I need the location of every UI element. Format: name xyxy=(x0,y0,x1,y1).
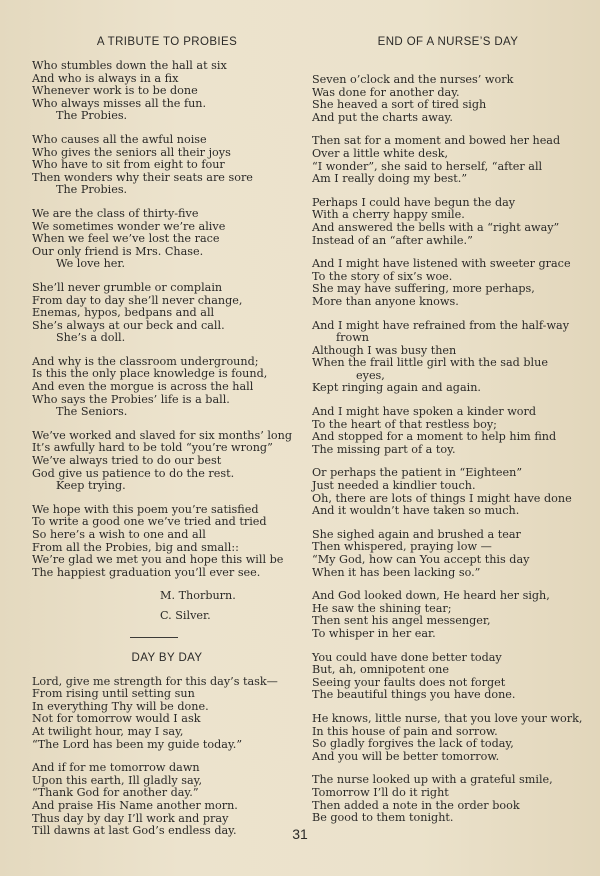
poem-line: “My God, how can You accept this day xyxy=(312,553,530,566)
right-column xyxy=(312,36,584,836)
poem-line: And answered the bells with a “right away” xyxy=(312,220,560,234)
poem-line: At twilight hour, may I say, xyxy=(32,724,184,738)
poem-line: Not for tomorrow would I ask xyxy=(32,712,201,726)
poem-line: She heaved a sort of tired sigh xyxy=(312,98,487,112)
poem-line: Then added a note in the order book xyxy=(312,798,520,812)
nurses-day-stanza xyxy=(312,774,584,824)
poem-line: And I might have listened with sweeter grace xyxy=(312,257,571,271)
poem-line: Kept ringing again and again. xyxy=(312,381,481,395)
poem-line: He knows, little nurse, that you love your work, xyxy=(312,711,583,725)
poem-line: He saw the shining tear; xyxy=(312,601,452,615)
poem-refrain: The Probies. xyxy=(56,109,128,123)
poem-line: We’ve worked and slaved for six months’ long xyxy=(32,428,293,442)
poem-line: Tomorrow I’ll do it right xyxy=(312,785,449,799)
nurses-day-stanza xyxy=(312,652,584,702)
poem-line: To the heart of that restless boy; xyxy=(312,417,497,431)
day-by-day-title: DAY BY DAY xyxy=(131,651,203,664)
poem-line: Was done for another day. xyxy=(312,85,460,99)
nurses-day-stanza xyxy=(312,258,584,308)
poem-line: And I might have spoken a kinder word xyxy=(312,405,537,419)
poem-line: Lord, give me strength for this day’s task— xyxy=(32,674,278,688)
poem-line: “I wonder”, she said to herself, “after all xyxy=(312,159,543,173)
tribute-stanza xyxy=(32,504,302,580)
poem-line: Who says the Probies’ life is a ball. xyxy=(32,392,230,406)
poem-line: Perhaps I could have begun the day xyxy=(312,195,516,209)
poem-line: The beautiful things you have done. xyxy=(312,688,516,702)
poem-line-continuation: frown xyxy=(336,331,370,345)
nurses-day-stanza xyxy=(312,529,584,579)
poem-line: And who is always in a fix xyxy=(32,71,179,85)
poem-line: To write a good one we’ve tried and tried xyxy=(32,515,267,529)
nurses-day-stanza xyxy=(312,135,584,185)
nurses-day-stanza xyxy=(312,713,584,763)
poem-line: In everything Thy will be done. xyxy=(32,699,209,713)
poem-line: And I might have refrained from the half-way xyxy=(312,318,570,332)
poem-line: From day to day she’ll never change, xyxy=(32,293,243,307)
poem-line: You could have done better today xyxy=(312,650,502,664)
day-by-day-stanza xyxy=(32,676,302,752)
poem-line: She’ll never grumble or complain xyxy=(32,280,223,294)
poem-line: The happiest graduation you’ll ever see. xyxy=(32,565,261,579)
poem-line: Although I was busy then xyxy=(312,343,457,357)
poem-line: And God looked down, He heard her sigh, xyxy=(312,589,550,603)
poem-line: We’ve always tried to do our best xyxy=(32,454,222,468)
page-number: 31 xyxy=(292,826,308,842)
poem-line: Enemas, hypos, bedpans and all xyxy=(32,306,215,320)
poem-line: Our only friend is Mrs. Chase. xyxy=(32,244,204,258)
poem-line: Then sat for a moment and bowed her head xyxy=(312,134,561,148)
nurses-day-stanza xyxy=(312,467,584,517)
poem-line: Seven o’clock and the nurses’ work xyxy=(312,73,514,86)
poem-line: And stopped for a moment to help him find xyxy=(312,430,557,444)
tribute-stanza xyxy=(32,60,302,123)
poem-line: We’re glad we met you and hope this will be xyxy=(32,553,284,567)
poem-line: From rising until setting sun xyxy=(32,687,195,701)
poem-line: When the frail little girl with the sad blue xyxy=(312,356,548,370)
poem-line: Is this the only place knowledge is found, xyxy=(32,367,268,381)
poem-line: Instead of an “after awhile.” xyxy=(312,233,473,247)
poem-line: In this house of pain and sorrow. xyxy=(312,724,498,738)
poem-line: And if for me tomorrow dawn xyxy=(32,761,200,775)
poem-line: From all the Probies, big and small:: xyxy=(32,540,239,554)
tribute-stanza xyxy=(32,356,302,419)
nurses-day-stanza xyxy=(312,74,584,124)
poem-refrain: The Seniors. xyxy=(56,405,128,419)
tribute-stanza xyxy=(32,134,302,197)
nurses-day-stanza xyxy=(312,197,584,247)
poem-line: It’s awfully hard to be told “you’re wrong” xyxy=(32,441,273,455)
poem-line: Who causes all the awful noise xyxy=(32,132,207,146)
poem-refrain: We love her. xyxy=(56,257,126,271)
poem-refrain: She’s a doll. xyxy=(56,331,126,345)
poem-line: And praise His Name another morn. xyxy=(32,798,238,812)
poem-line: The missing part of a toy. xyxy=(312,442,456,456)
poem-line: Just needed a kindlier touch. xyxy=(312,479,476,493)
poem-line: Then wonders why their seats are sore xyxy=(32,170,253,184)
poem-line: Oh, there are lots of things I might have done xyxy=(312,491,572,505)
nurses-day-stanza xyxy=(312,590,584,640)
poem-line: We sometimes wonder we’re alive xyxy=(32,219,226,233)
poem-line: To whisper in her ear. xyxy=(312,626,436,640)
section-divider xyxy=(130,637,178,638)
poem-line: More than anyone knows. xyxy=(312,294,459,308)
nurses-day-title: END OF A NURSE’S DAY xyxy=(377,36,519,48)
poem-line-continuation: eyes, xyxy=(356,368,385,382)
poem-line: Thus day by day I’ll work and pray xyxy=(32,811,229,825)
poem-line: Who always misses all the fun. xyxy=(32,96,207,110)
author-signature: M. Thorburn. xyxy=(160,589,236,603)
poem-line: We are the class of thirty-five xyxy=(32,206,199,220)
poem-line: Who have to sit from eight to four xyxy=(32,158,225,172)
poem-line: “The Lord has been my guide today.” xyxy=(32,737,243,751)
left-column xyxy=(32,36,302,849)
poem-line: And why is the classroom underground; xyxy=(32,354,259,368)
poem-line: The nurse looked up with a grateful smile, xyxy=(312,773,553,787)
poem-line: Till dawns at last God’s endless day. xyxy=(32,824,237,838)
poem-line: Over a little white desk, xyxy=(312,146,449,160)
poem-line: When we feel we’ve lost the race xyxy=(32,232,220,246)
poem-line: With a cherry happy smile. xyxy=(312,208,465,222)
tribute-stanza xyxy=(32,282,302,345)
poem-line: Upon this earth, Ill gladly say, xyxy=(32,773,203,787)
poem-line: Am I really doing my best.” xyxy=(312,172,468,186)
poem-refrain: Keep trying. xyxy=(56,479,126,493)
poem-line: And even the morgue is across the hall xyxy=(32,380,254,394)
poem-line: When it has been lacking so.” xyxy=(312,565,481,579)
poem-line: She’s always at our beck and call. xyxy=(32,318,225,332)
poem-line: And it wouldn’t have taken so much. xyxy=(312,504,520,518)
poem-refrain: The Probies. xyxy=(56,183,128,197)
tribute-title: A TRIBUTE TO PROBIES xyxy=(96,36,238,48)
poem-line: To the story of six’s woe. xyxy=(312,269,453,283)
poem-line: Who gives the seniors all their joys xyxy=(32,145,231,159)
poem-line: God give us patience to do the rest. xyxy=(32,466,235,480)
poem-line: “Thank God for another day.” xyxy=(32,786,199,800)
poem-line: Be good to them tonight. xyxy=(312,811,454,825)
poem-line: And put the charts away. xyxy=(312,110,453,124)
poem-line: We hope with this poem you’re satisfied xyxy=(32,502,259,516)
poem-line: So gladly forgives the lack of today, xyxy=(312,737,514,751)
poem-line: Then whispered, praying low — xyxy=(312,540,492,554)
poem-line: Whenever work is to be done xyxy=(32,84,198,98)
poem-line: And you will be better tomorrow. xyxy=(312,749,500,763)
poem-line: She sighed again and brushed a tear xyxy=(312,527,521,541)
poem-line: Then sent his angel messenger, xyxy=(312,614,491,628)
poem-line: She may have suffering, more perhaps, xyxy=(312,282,535,296)
poem-line: Who stumbles down the hall at six xyxy=(32,59,227,72)
poem-line: So here’s a wish to one and all xyxy=(32,528,206,541)
poem-line: But, ah, omnipotent one xyxy=(312,663,449,677)
tribute-stanza xyxy=(32,208,302,271)
author-signature: C. Silver. xyxy=(160,608,211,622)
nurses-day-stanza xyxy=(312,320,584,396)
poem-line: Seeing your faults does not forget xyxy=(312,675,506,689)
tribute-stanza xyxy=(32,430,302,493)
poem-line: Or perhaps the patient in “Eighteen” xyxy=(312,466,523,480)
nurses-day-stanza xyxy=(312,406,584,456)
